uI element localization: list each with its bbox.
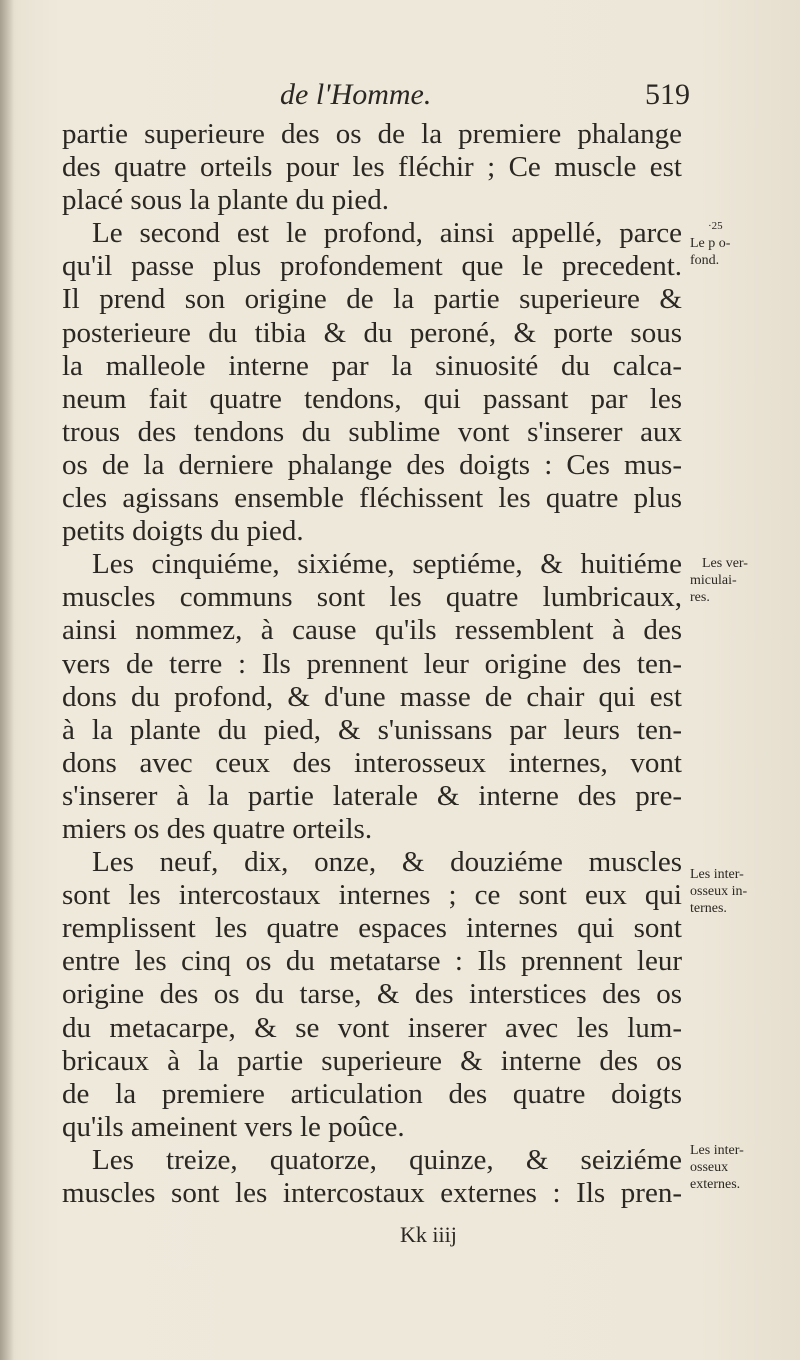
text-line: placé sous la plante du pied. — [62, 184, 389, 217]
text-line: remplissent les quatre espaces internes qui sont — [62, 912, 682, 945]
text-line: Il prend son origine de la partie superieure & — [62, 283, 682, 316]
text-line: neum fait quatre tendons, qui passant par les — [62, 382, 682, 415]
text-line: miers os des quatre orteils. — [62, 812, 373, 845]
body-text — [62, 118, 682, 1210]
text-line: de la premiere articulation des quatre doigts — [62, 1077, 682, 1110]
text-line: Le second est le profond, ainsi appellé, parce — [92, 217, 682, 250]
text-line: muscles sont les intercostaux externes : Ils pren- — [62, 1177, 682, 1209]
text-line: sont les intercostaux internes ; ce sont eux qui — [62, 879, 682, 912]
signature-mark: Kk iiij — [400, 1222, 457, 1247]
text-line: qu'ils ameinent vers le poûce. — [62, 1110, 405, 1143]
margin-note-profond — [690, 218, 794, 269]
text-line: la malleole interne par la sinuosité du calca- — [62, 349, 682, 382]
margin-note-line: osseux in- — [690, 884, 748, 899]
margin-note-interosseux-externes — [690, 1142, 794, 1193]
running-title: de l'Homme. — [280, 78, 432, 111]
text-line: os de la derniere phalange des doigts : Ces mus- — [62, 448, 682, 481]
text-line: bricaux à la partie superieure & interne des os — [62, 1044, 682, 1077]
text-line: des quatre orteils pour les fléchir ; Ce muscle est — [62, 151, 682, 184]
text-line: Les neuf, dix, onze, & douziéme muscles — [92, 846, 682, 879]
margin-note-number: ·25 — [708, 220, 723, 232]
text-line: du metacarpe, & se vont inserer avec les lum- — [62, 1011, 682, 1044]
gutter-shadow — [0, 0, 14, 1360]
text-line: Les cinquiéme, sixiéme, septiéme, & huitiéme — [92, 548, 682, 581]
text-line: petits doigts du pied. — [62, 515, 304, 548]
text-line: muscles communs sont les quatre lumbricaux, — [62, 581, 682, 614]
margin-note-line: fond. — [690, 253, 720, 268]
margin-note-line: ternes. — [690, 901, 727, 916]
margin-note-line: Les ver- — [702, 556, 748, 571]
text-line: posterieure du tibia & du peroné, & porte sous — [62, 316, 682, 349]
text-line: ainsi nommez, à cause qu'ils ressemblent à des — [62, 614, 682, 647]
page-number: 519 — [645, 78, 690, 111]
text-line: Les treize, quatorze, quinze, & seiziéme — [92, 1143, 682, 1176]
text-line: s'inserer à la partie laterale & interne des pre- — [62, 779, 682, 812]
margin-note-line: miculai- — [690, 573, 737, 588]
text-line: qu'il passe plus profondement que le precedent. — [62, 250, 682, 283]
margin-note-line: Le p o- — [690, 236, 731, 251]
text-line: partie superieure des os de la premiere phalange — [62, 118, 682, 150]
margin-note-vermiculaires — [690, 555, 794, 606]
margin-note-line: externes. — [690, 1177, 741, 1192]
margin-note-line: osseux — [690, 1160, 729, 1175]
margin-note-interosseux-internes — [690, 866, 794, 917]
margin-note-line: Les inter- — [690, 867, 744, 882]
text-line: origine des os du tarse, & des interstices des os — [62, 978, 682, 1011]
text-line: trous des tendons du sublime vont s'inserer aux — [62, 415, 682, 448]
text-line: à la plante du pied, & s'unissans par leurs ten- — [62, 713, 682, 746]
text-line: entre les cinq os du metatarse : Ils prennent leur — [62, 945, 682, 978]
text-line: vers de terre : Ils prennent leur origine des ten- — [62, 647, 682, 680]
text-line: cles agissans ensemble fléchissent les quatre plus — [62, 482, 682, 515]
text-line: dons du profond, & d'une masse de chair qui est — [62, 680, 682, 713]
margin-note-line: Les inter- — [690, 1143, 744, 1158]
page-header — [270, 78, 690, 118]
text-line: dons avec ceux des interosseux internes, vont — [62, 746, 682, 779]
margin-note-line: res. — [690, 590, 710, 605]
